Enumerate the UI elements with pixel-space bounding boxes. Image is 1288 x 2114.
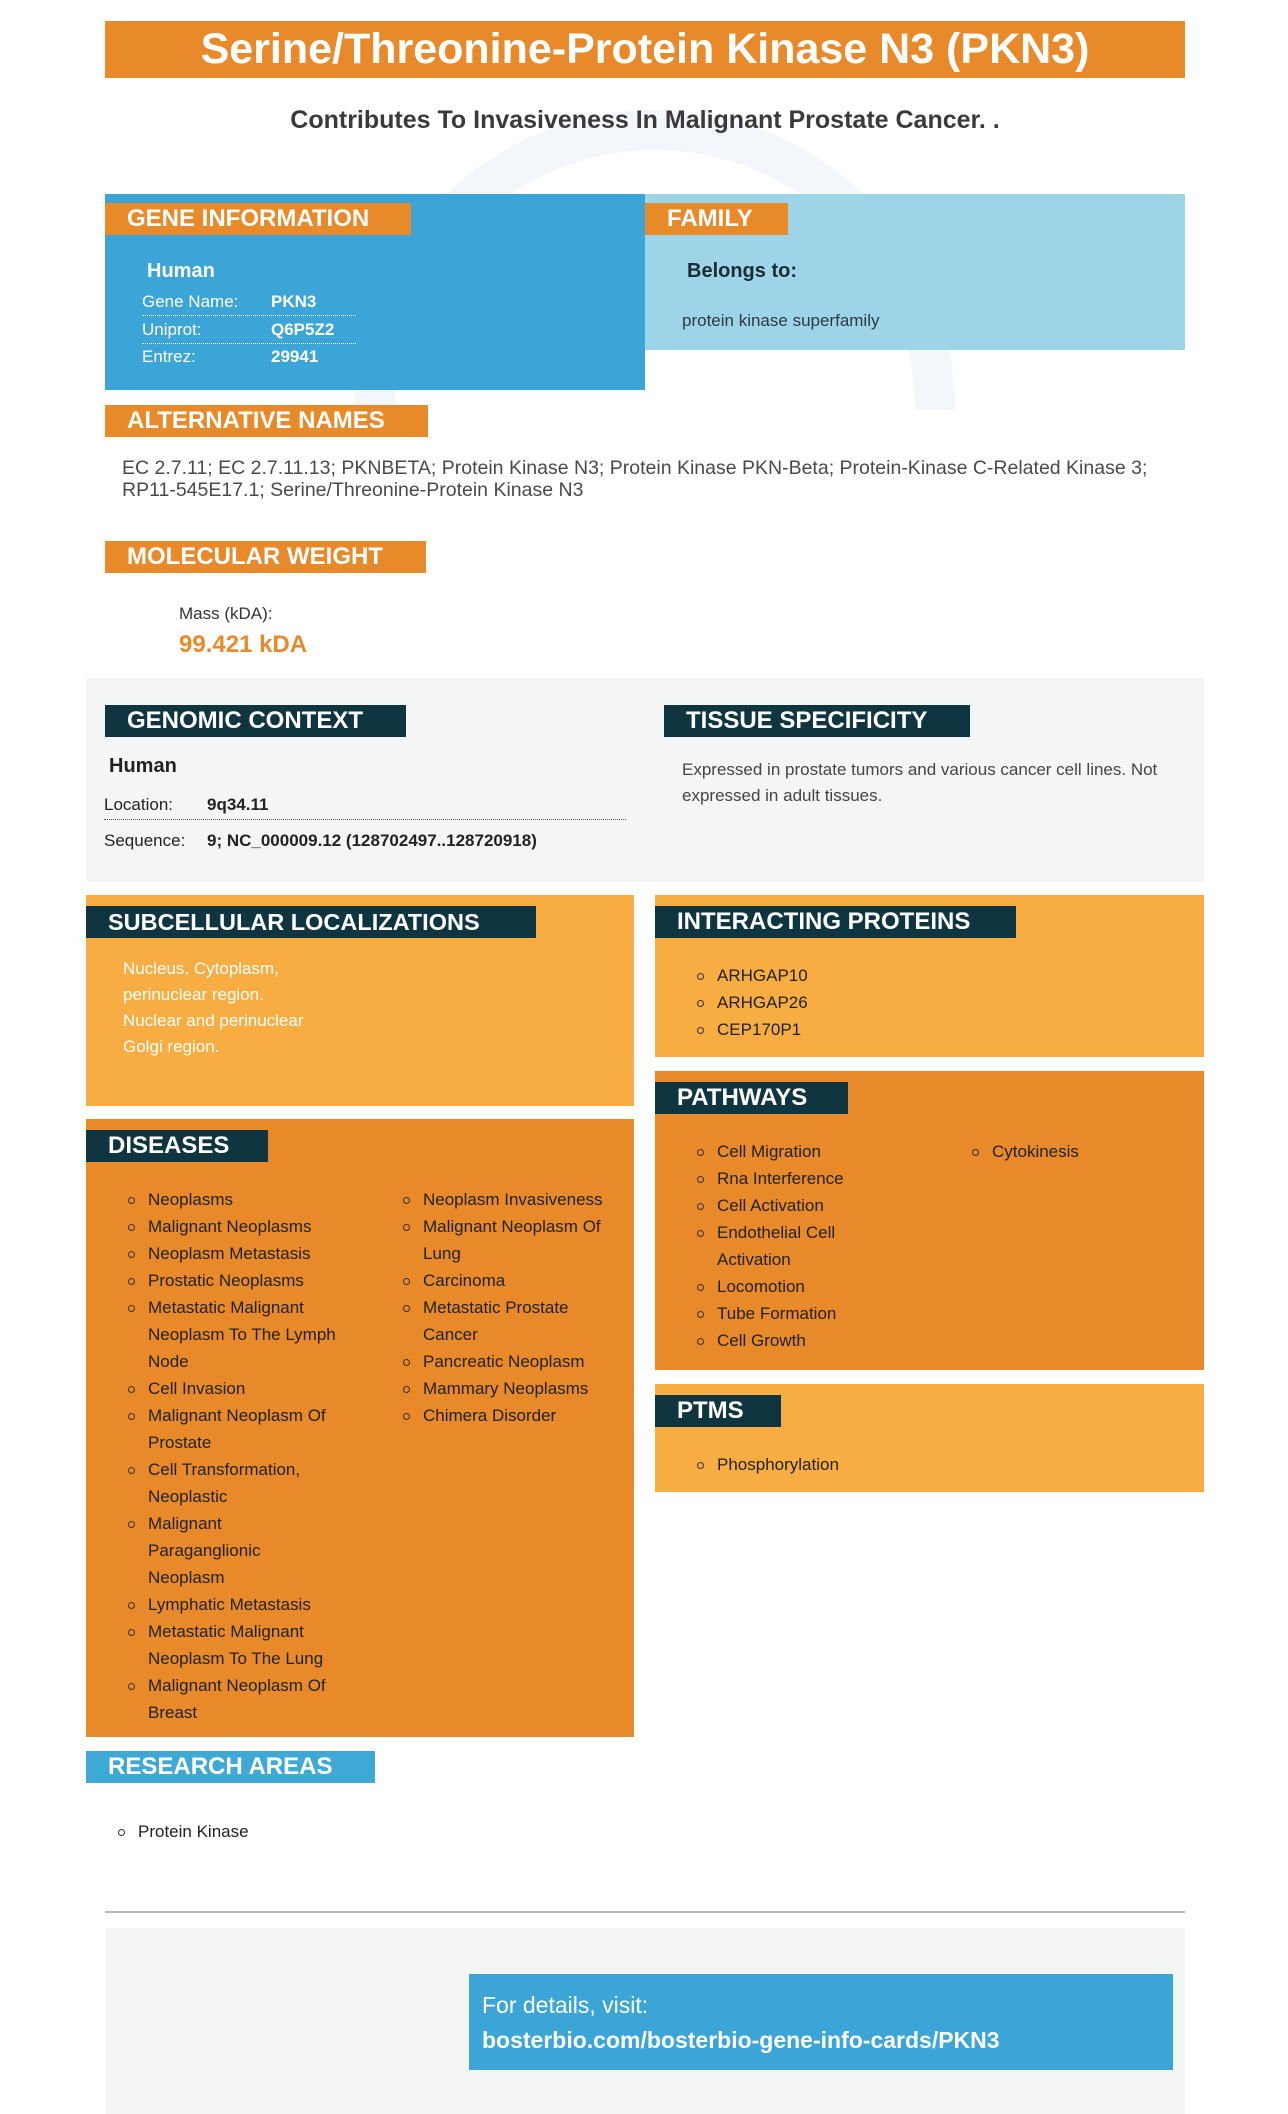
list-item: Cell Activation: [695, 1192, 895, 1219]
gene-species: Human: [147, 260, 215, 282]
genomic-species: Human: [109, 755, 177, 777]
ptms-list: [695, 1451, 839, 1478]
tissue-specificity-text: Expressed in prostate tumors and various cancer cell lines. Not expressed in adult tissues.: [682, 760, 1158, 805]
subcellular-line: Golgi region.: [123, 1037, 220, 1056]
page-subtitle: Contributes To Invasiveness In Malignant Prostate Cancer. .: [290, 106, 1000, 134]
subcellular-heading: SUBCELLULAR LOCALIZATIONS: [86, 906, 536, 938]
list-item: Mammary Neoplasms: [401, 1375, 621, 1402]
list-item: Cell Growth: [695, 1327, 895, 1354]
list-item: Chimera Disorder: [401, 1402, 621, 1429]
sequence-row: [104, 826, 626, 856]
footer-link-box[interactable]: [469, 1974, 1173, 2070]
list-item: Malignant Neoplasm Of Prostate: [126, 1402, 356, 1456]
tissue-specificity-heading: TISSUE SPECIFICITY: [664, 705, 970, 737]
list-item: Protein Kinase: [116, 1818, 249, 1845]
molecular-weight-heading: MOLECULAR WEIGHT: [105, 541, 426, 573]
pathways-list-col1: [695, 1138, 895, 1354]
list-item: Cell Migration: [695, 1138, 895, 1165]
location-row: [104, 790, 626, 820]
interacting-proteins-list: [695, 962, 808, 1043]
alternative-names-heading: ALTERNATIVE NAMES: [105, 405, 428, 437]
list-item: Tube Formation: [695, 1300, 895, 1327]
subcellular-line: perinuclear region.: [123, 985, 264, 1004]
entrez-label: Entrez:: [142, 347, 196, 366]
footer-url-link[interactable]: bosterbio.com/bosterbio-gene-info-cards/PKN3: [482, 2027, 1000, 2053]
diseases-list-col1: [126, 1186, 356, 1726]
list-item: Neoplasm Invasiveness: [401, 1186, 621, 1213]
list-item: Neoplasms: [126, 1186, 356, 1213]
list-item: Carcinoma: [401, 1267, 621, 1294]
list-item: Endothelial Cell Activation: [695, 1219, 895, 1273]
entrez-value: 29941: [271, 347, 319, 366]
list-item: Metastatic Malignant Neoplasm To The Lymph Node: [126, 1294, 356, 1375]
list-item: Cytokinesis: [970, 1138, 1170, 1165]
mass-value: 99.421 kDA: [179, 631, 308, 658]
gene-name-row: [142, 288, 356, 316]
pathways-list-col2: [970, 1138, 1170, 1165]
list-item: Malignant Neoplasms: [126, 1213, 356, 1240]
list-item: Neoplasm Metastasis: [126, 1240, 356, 1267]
gene-name-value: PKN3: [271, 292, 317, 311]
gene-information-heading: GENE INFORMATION: [105, 203, 411, 235]
list-item: Malignant Neoplasm Of Lung: [401, 1213, 621, 1267]
list-item: Metastatic Malignant Neoplasm To The Lung: [126, 1618, 356, 1672]
list-item: Malignant Paraganglionic Neoplasm: [126, 1510, 276, 1591]
list-item: Prostatic Neoplasms: [126, 1267, 356, 1294]
genomic-context-heading: GENOMIC CONTEXT: [105, 705, 406, 737]
ptms-heading: PTMS: [655, 1395, 781, 1427]
gene-name-label: Gene Name:: [142, 292, 239, 311]
list-item: Malignant Neoplasm Of Breast: [126, 1672, 356, 1726]
list-item: Metastatic Prostate Cancer: [401, 1294, 621, 1348]
page-title: Serine/Threonine-Protein Kinase N3 (PKN3): [105, 21, 1185, 78]
subcellular-text: [123, 956, 304, 1060]
list-item: Cell Invasion: [126, 1375, 356, 1402]
uniprot-row: [142, 316, 356, 344]
mass-label: Mass (kDA):: [179, 604, 273, 623]
list-item: Locomotion: [695, 1273, 895, 1300]
diseases-list-col2: [401, 1186, 621, 1429]
entrez-row: [142, 343, 356, 371]
pathways-heading: PATHWAYS: [655, 1082, 848, 1114]
alternative-names-text: EC 2.7.11; EC 2.7.11.13; PKNBETA; Protein Kinase N3; Protein Kinase PKN-Beta; Protein-Kinase C-Related Kinase 3; RP11-545E17.1; Serine/Threonine-Protein Kinase N3: [122, 457, 1148, 501]
subcellular-line: Nucleus. Cytoplasm,: [123, 959, 279, 978]
uniprot-value: Q6P5Z2: [271, 320, 335, 339]
subcellular-line: Nuclear and perinuclear: [123, 1011, 304, 1030]
family-value: protein kinase superfamily: [682, 311, 880, 330]
location-label: Location:: [104, 795, 173, 814]
list-item: Phosphorylation: [695, 1451, 839, 1478]
footer-divider: [105, 1911, 1185, 1913]
list-item: Lymphatic Metastasis: [126, 1591, 356, 1618]
interacting-proteins-heading: INTERACTING PROTEINS: [655, 906, 1016, 938]
uniprot-label: Uniprot:: [142, 320, 202, 339]
family-heading: FAMILY: [645, 203, 788, 235]
family-belongs-label: Belongs to:: [687, 260, 797, 282]
list-item: ARHGAP10: [695, 962, 808, 989]
sequence-label: Sequence:: [104, 831, 186, 850]
location-value: 9q34.11: [207, 795, 269, 814]
list-item: CEP170P1: [695, 1016, 808, 1043]
list-item: Pancreatic Neoplasm: [401, 1348, 621, 1375]
research-areas-heading: RESEARCH AREAS: [86, 1751, 375, 1783]
list-item: Rna Interference: [695, 1165, 895, 1192]
research-areas-list: [116, 1818, 249, 1845]
list-item: Cell Transformation, Neoplastic: [126, 1456, 356, 1510]
diseases-heading: DISEASES: [86, 1130, 268, 1162]
footer-details-label: For details, visit:: [482, 1992, 649, 2018]
list-item: ARHGAP26: [695, 989, 808, 1016]
sequence-value: 9; NC_000009.12 (128702497..128720918): [207, 831, 537, 850]
